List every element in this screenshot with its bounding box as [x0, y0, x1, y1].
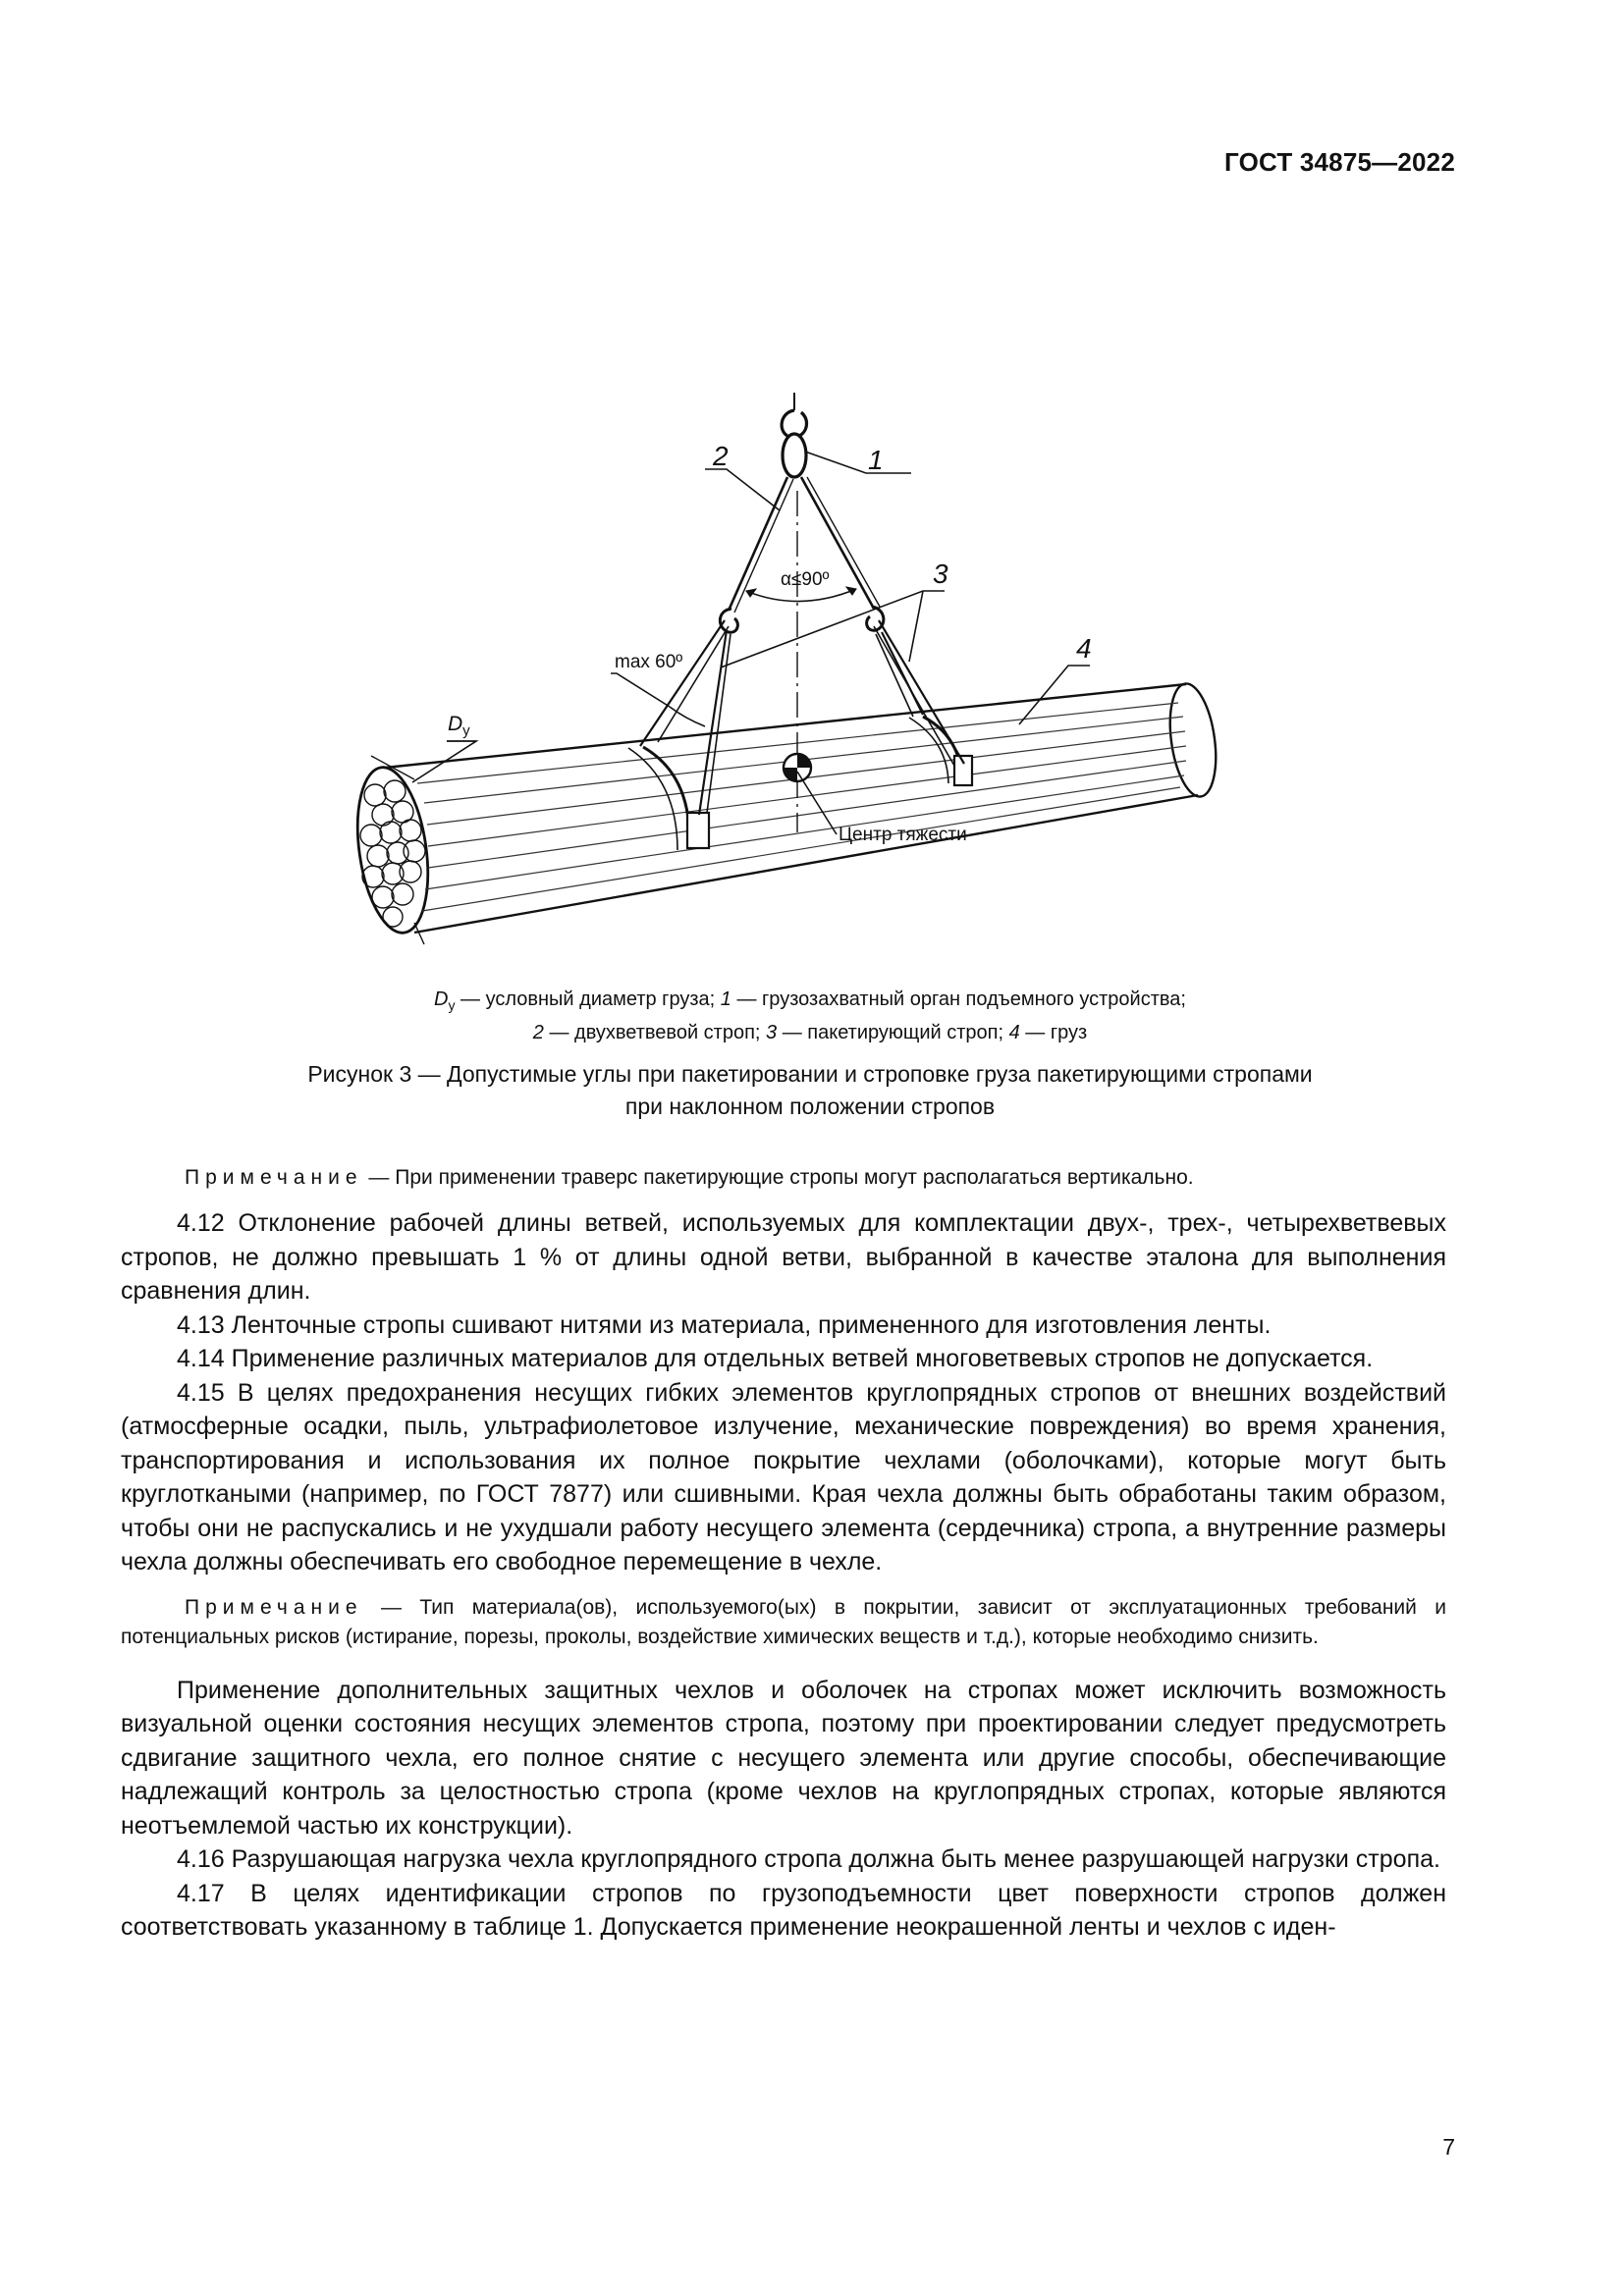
label-4: 4: [1076, 633, 1092, 664]
load-cylinder-top-edge: [385, 684, 1186, 768]
sling-drawing: [245, 245, 1375, 952]
label-dy: $D_у$: [448, 713, 470, 739]
figure-legend: [147, 986, 1473, 1046]
paragraph-4-16: 4.16 Разрушающая нагрузка чехла круглопрядного стропа должна быть менее разрушающей нагрузки стропа.: [177, 1845, 1440, 1873]
figure-caption: Рисунок 3 — Допустимые углы при пакетировании и строповке груза пакетирующими стропами при наклонном положении стропов: [307, 1061, 1313, 1119]
label-alpha: α≤90º: [781, 569, 830, 590]
paragraph-4-12: 4.12 Отклонение рабочей длины ветвей, используемых для комплектации двух-, трех-, четырехветвевых стропов, не должно превышать 1 % от длины одной ветви, выбранной в качестве эталона для выполнения сравнения длин.: [121, 1209, 1446, 1305]
max60-arc: [670, 707, 705, 726]
right-bundling-sling-outer: [879, 620, 964, 764]
leader-center: [797, 772, 837, 834]
label-1: 1: [868, 445, 884, 475]
figure-3-sling-diagram: [245, 245, 1375, 952]
label-center-of-gravity: Центр тяжести: [839, 825, 967, 845]
right-bundling-sling-inner: [882, 632, 923, 715]
body-text: [121, 1163, 1446, 1945]
load-far-end: [1164, 681, 1222, 800]
paragraph-4-15: 4.15 В целях предохранения несущих гибких элементов круглопрядных стропов от внешних воздействий (атмосферные осадки, пыль, ультрафиолетовое излучение, механические повреждения) во время хранения, транспортирования и использования их полное покрытие чехлами (оболочками), которые могут быть круглоткаными (например, по ГОСТ 7877) или сшивными. Края чехла должны быть обработаны таким образом, чтобы они не распускались и не ухудшали работу несущего элемента (сердечника) стропа, а внутренние размеры чехла должны обеспечивать его свободное перемещение в чехле.: [121, 1378, 1446, 1575]
page-number: 7: [1442, 2134, 1455, 2160]
leader-3b: [909, 591, 923, 662]
leader-max60: [611, 673, 670, 707]
legend-line-1: $D_у$ — условный диаметр груза; 1 — грузозахватный орган подъемного устройства;: [434, 988, 1186, 1013]
paragraph-4-14: 4.14 Применение различных материалов для отдельных ветвей многоветвевых стропов не допускается.: [177, 1345, 1374, 1372]
label-max60: max 60º: [615, 652, 683, 672]
legend-line-2: 2 — двухветвевой строп; 3 — пакетирующий строп; 4 — груз: [532, 1022, 1088, 1043]
two-leg-sling-left: [729, 477, 787, 611]
load-cylinder-bottom-edge: [414, 795, 1198, 933]
master-link: [783, 434, 806, 477]
leader-1: [805, 452, 911, 473]
paragraph-protective-covers: Применение дополнительных защитных чехлов и оболочек на стропах может исключить возможность визуальной оценки состояния несущих элементов стропа, поэтому при проектировании следует предусмотреть сдвигание защитного чехла, его полное снятие с несущего элемента или другие способы, обеспечивающие надлежащий контроль за целостностью стропа (кроме чехлов на круглопрядных стропах, которые являются неотъемлемой частью их конструкции).: [121, 1676, 1446, 1840]
leader-2: [705, 469, 780, 510]
alpha-arc: [746, 589, 856, 602]
note-1: Примечание — При применении траверс пакетирующие стропы могут располагаться вертикально.: [185, 1166, 1194, 1189]
left-bundling-sling-inner: [699, 630, 727, 815]
label-3: 3: [933, 559, 948, 589]
document-id: ГОСТ 34875—2022: [1224, 147, 1455, 177]
note-2: Примечание — Тип материала(ов), используемого(ых) в покрытии, зависит от эксплуатационных требований и потенциальных рисков (истирание, порезы, проколы, воздействие химических веществ и т.д.), которые необходимо снизить.: [121, 1595, 1446, 1648]
leader-dy: [412, 741, 476, 782]
crane-hook: [782, 410, 806, 436]
label-2: 2: [713, 441, 729, 471]
paragraph-4-17: 4.17 В целях идентификации стропов по грузоподъемности цвет поверхности стропов должен соответствовать указанному в таблице 1. Допускается применение неокрашенной ленты и чехлов с иден-: [121, 1879, 1446, 1941]
paragraph-4-13: 4.13 Ленточные стропы сшивают нитями из материала, примененного для изготовления ленты.: [177, 1310, 1272, 1339]
